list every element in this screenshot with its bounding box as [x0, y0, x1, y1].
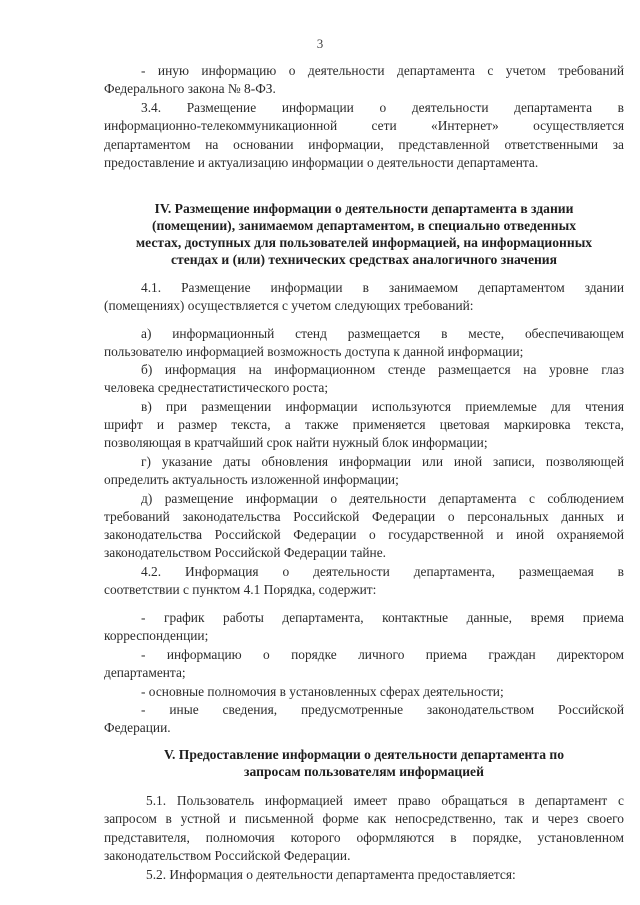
text-line: д) размещение информации о деятельности департамента с соблюдением	[141, 491, 624, 506]
text-line: - иную информацию о деятельности департамента с учетом требований	[141, 63, 624, 78]
text-line: человека среднестатистического роста;	[104, 380, 329, 395]
text-line: в) при размещении информации используются приемлемые для чтения	[141, 399, 624, 414]
section-heading: стендах и (или) технических средствах аналогичного значения	[170, 252, 557, 267]
text-line: пользователю информацией возможность доступа к данной информации;	[104, 344, 524, 359]
text-line: 3.4. Размещение информации о деятельности департамента в	[141, 100, 624, 115]
text-line: законодательством Российской Федерации тайне.	[104, 545, 387, 560]
section-heading: IV. Размещение информации о деятельности департамента в здании	[154, 201, 574, 216]
text-line: представителя, полномочия которого оформляются в порядке, установленном	[104, 830, 624, 845]
text-line: соответствии с пунктом 4.1 Порядка, содержит:	[104, 582, 377, 597]
text-line: (помещениях) осуществляется с учетом следующих требований:	[104, 298, 474, 313]
text-line: Федерального закона № 8-ФЗ.	[104, 81, 276, 96]
text-line: шрифт и размер текста, а также применяется цветовая маркировка текста,	[104, 417, 624, 432]
text-line: 4.1. Размещение информации в занимаемом департаментом здании	[141, 280, 624, 295]
text-line: требований законодательства Российской Федерации о персональных данных и	[104, 509, 624, 524]
text-line: позволяющая в кратчайший срок найти нужный блок информации;	[104, 435, 488, 450]
page-number: 3	[316, 36, 324, 51]
text-line: законодательством Российской Федерации.	[104, 848, 351, 863]
text-line: предоставление и актуализацию информации о деятельности департамента.	[104, 155, 539, 170]
section-heading: запросам пользователям информацией	[244, 764, 484, 779]
text-line: определить актуальность изложенной информации;	[104, 472, 399, 487]
text-line: - основные полномочия в установленных сферах деятельности;	[141, 684, 504, 699]
text-line: департаментом на основании информации, представленной ответственными за	[104, 137, 624, 152]
text-line: 4.2. Информация о деятельности департамента, размещаемая в	[141, 564, 624, 579]
text-line: законодательства Российской Федерации о государственной и иной охраняемой	[104, 527, 624, 542]
section-heading: местах, доступных для пользователей информацией, на информационных	[135, 235, 593, 250]
text-line: Федерации.	[104, 720, 171, 735]
text-line: корреспонденции;	[104, 628, 209, 643]
text-line: г) указание даты обновления информации или иной записи, позволяющей	[141, 454, 624, 469]
section-heading: (помещении), занимаемом департаментом, в специально отведенных	[151, 218, 577, 233]
text-line: информационно-телекоммуникационной сети «Интернет» осуществляется	[104, 118, 624, 133]
section-heading: V. Предоставление информации о деятельности департамента по	[163, 747, 565, 762]
text-line: департамента;	[104, 665, 186, 680]
text-line: - график работы департамента, контактные данные, время приема	[141, 610, 624, 625]
text-line: 5.1. Пользователь информацией имеет право обращаться в департамент с	[146, 793, 624, 808]
text-line: - информацию о порядке личного приема граждан директором	[141, 647, 624, 662]
text-line: - иные сведения, предусмотренные законодательством Российской	[141, 702, 624, 717]
text-line: 5.2. Информация о деятельности департамента предоставляется:	[146, 867, 516, 882]
text-line: б) информация на информационном стенде размещается на уровне глаз	[141, 362, 624, 377]
text-line: запросом в устной и письменной форме как непосредственно, так и через своего	[104, 811, 624, 826]
text-line: а) информационный стенд размещается в месте, обеспечивающем	[141, 326, 624, 341]
